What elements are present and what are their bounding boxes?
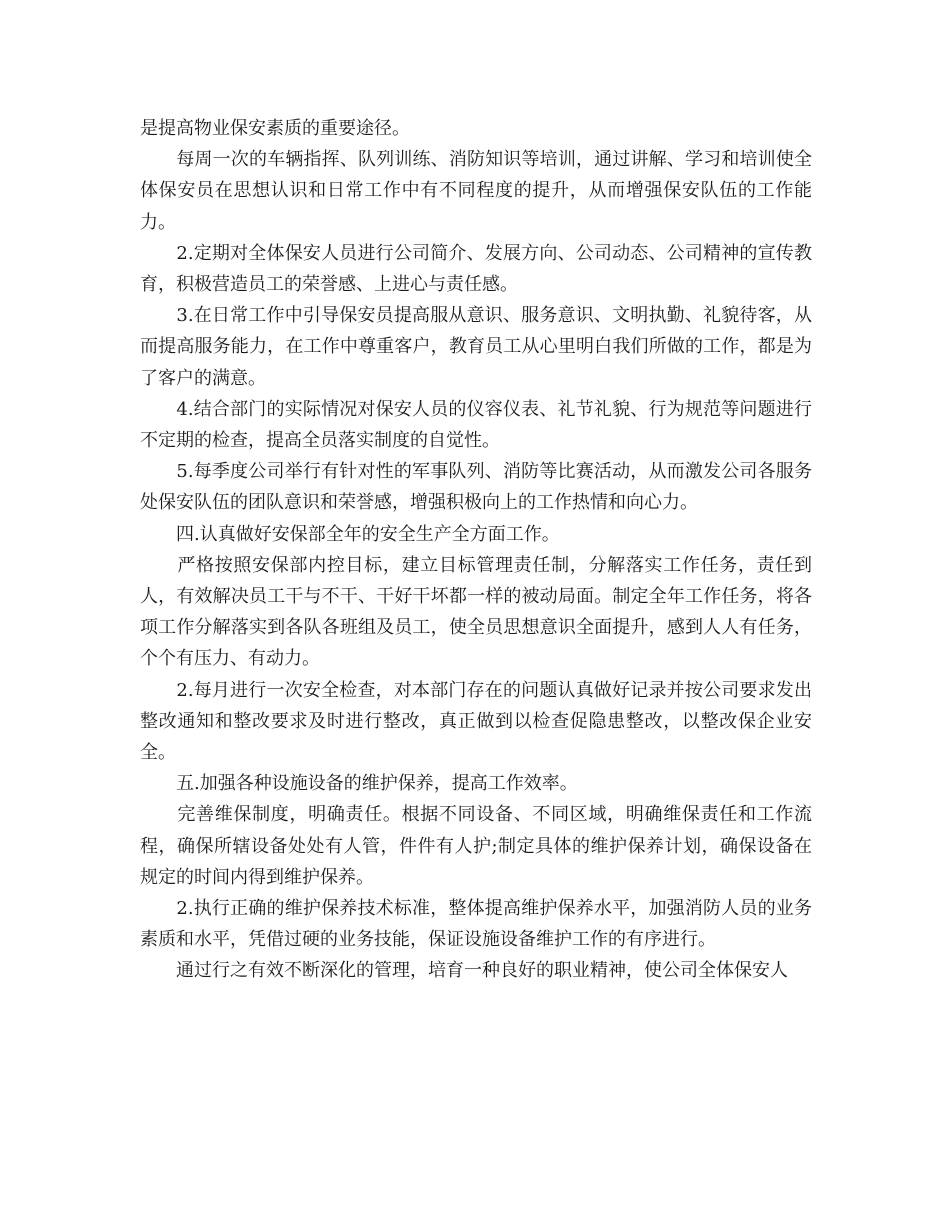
section-heading-5: 五.加强各种设施设备的维护保养，提高工作效率。 [140,773,578,795]
paragraph-5: 4.结合部门的实际情况对保安人员的仪容仪表、礼节礼貌、行为规范等问题进行不定期的检查，提高全员落实制度的自觉性。 [140,398,812,452]
paragraph-3: 2.定期对全体保安人员进行公司简介、发展方向、公司动态、公司精神的宣传教育，积极营造员工的荣誉感、上进心与责任感。 [140,242,812,296]
paragraph-4: 3.在日常工作中引导保安员提高服从意识、服务意识、文明执勤、礼貌待客，从而提高服务能力，在工作中尊重客户，教育员工从心里明白我们所做的工作，都是为了客户的满意。 [140,305,812,389]
paragraph-13: 通过行之有效不断深化的管理，培育一种良好的职业精神，使公司全体保安人 [140,960,788,982]
paragraph-8: 严格按照安保部内控目标，建立目标管理责任制，分解落实工作任务，责任到人，有效解决员工干与不干、干好干坏都一样的被动局面。制定全年工作任务，将各项工作分解落实到各队各班组及员工，使全员思想意识全面提升，感到人人有任务，个个有压力、有动力。 [140,554,812,670]
paragraph-6: 5.每季度公司举行有针对性的军事队列、消防等比赛活动，从而激发公司各服务处保安队伍的团队意识和荣誉感，增强积极向上的工作热情和向心力。 [140,461,812,514]
paragraph-11: 完善维保制度，明确责任。根据不同设备、不同区域，明确维保责任和工作流程，确保所辖设备处处有人管，件件有人护;制定具体的维护保养计划，确保设备在规定的时间内得到维护保养。 [140,804,812,888]
document-body [140,113,812,987]
paragraph-2: 每周一次的车辆指挥、队列训练、消防知识等培训，通过讲解、学习和培训使全体保安员在思想认识和日常工作中有不同程度的提升，从而增强保安队伍的工作能力。 [140,149,812,233]
paragraph-1: 是提高物业保安素质的重要途径。 [140,118,410,139]
paragraph-9: 2.每月进行一次安全检查，对本部门存在的问题认真做好记录并按公司要求发出整改通知和整改要求及时进行整改，真正做到以检查促隐患整改，以整改保企业安全。 [140,679,812,764]
section-heading-4: 四.认真做好安保部全年的安全生产全方面工作。 [140,523,560,545]
paragraph-12: 2.执行正确的维护保养技术标准，整体提高维护保养水平，加强消防人员的业务素质和水平，凭借过硬的业务技能，保证设施设备维护工作的有序进行。 [140,898,812,951]
